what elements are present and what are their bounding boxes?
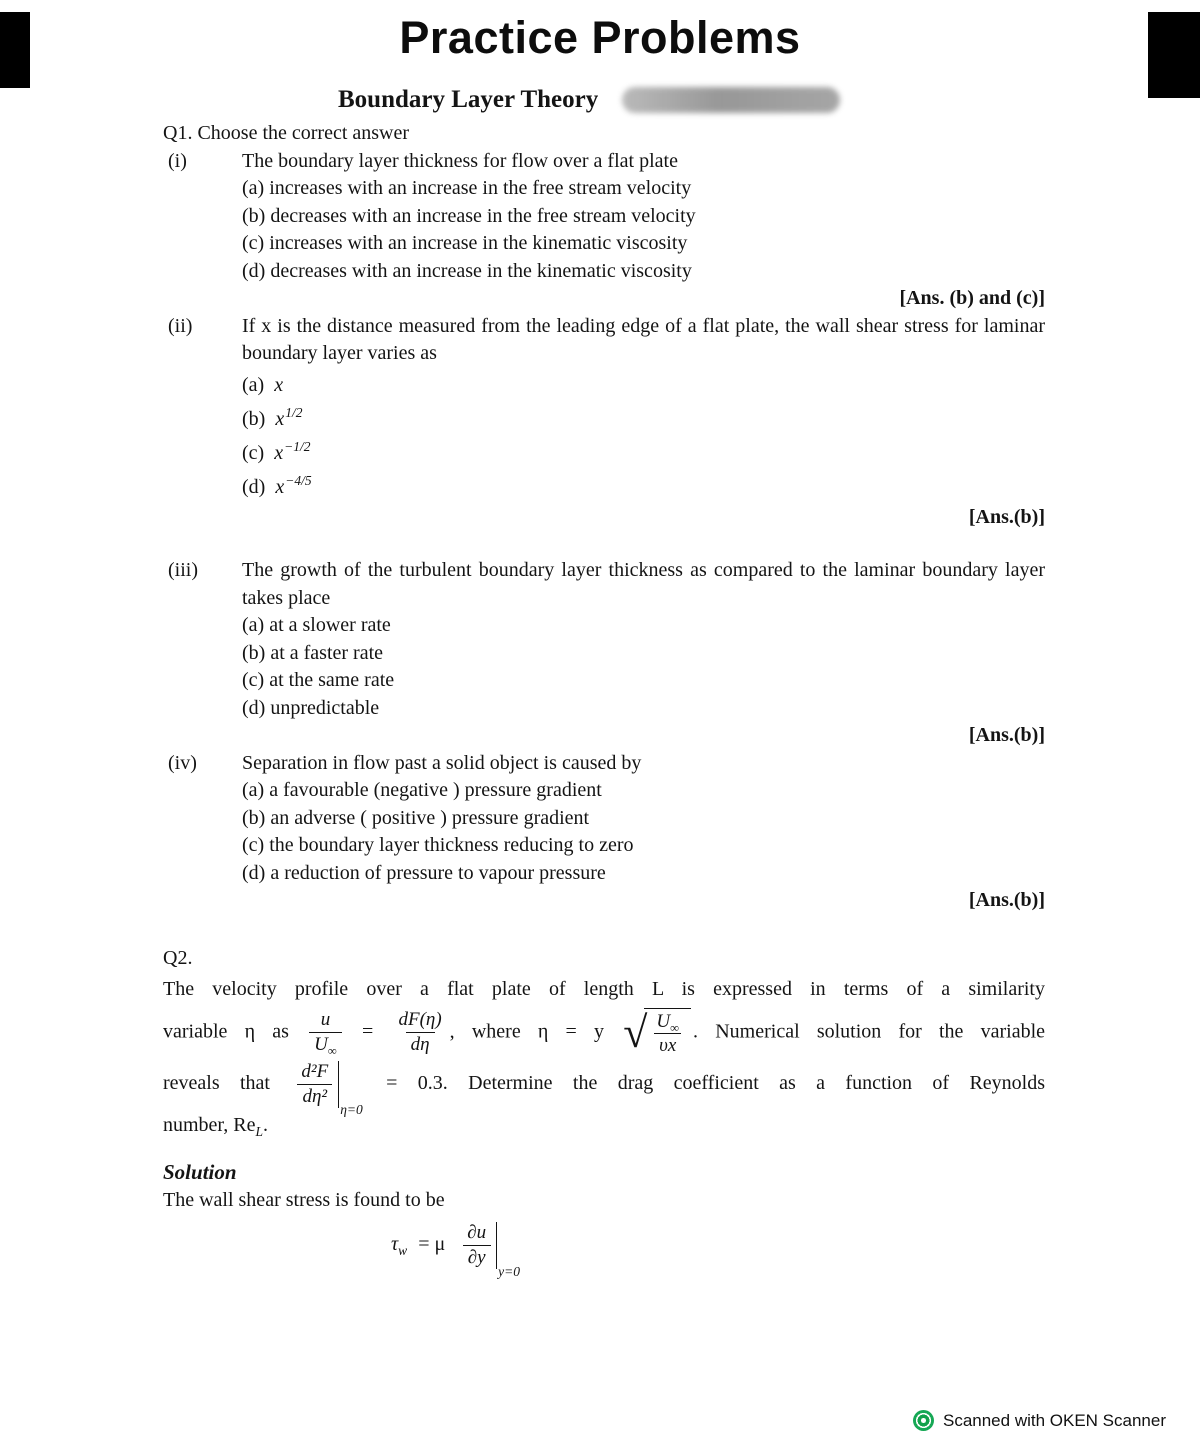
- fraction-Uinf-over-nux: [651, 1011, 684, 1058]
- evaluated-velocity-gradient: [459, 1222, 520, 1279]
- evaluation-bar: [338, 1061, 339, 1108]
- option-exponent: −4/5: [285, 472, 312, 488]
- question-number: (iv): [168, 751, 197, 774]
- q2-text: = 0.3. Determine the drag coefficient as a function of Reynolds: [386, 1072, 1046, 1095]
- option-b: (b) an adverse ( positive ) pressure gradient: [242, 806, 590, 829]
- variable-U: U: [314, 1033, 328, 1055]
- radical-icon: √: [623, 1008, 648, 1058]
- option-variable: x: [274, 441, 284, 464]
- q2-text: variable η as: [163, 1019, 289, 1042]
- question-stem: Separation in flow past a solid object is caused by: [242, 751, 642, 774]
- fraction-numerator: ∂u: [467, 1222, 487, 1244]
- scanner-watermark: [913, 1410, 1166, 1431]
- equals-mu: = μ: [418, 1233, 446, 1256]
- fraction-denominator: υx: [654, 1033, 681, 1057]
- question-number: (ii): [168, 314, 193, 337]
- question-stem: The boundary layer thickness for flow over a flat plate: [242, 149, 678, 172]
- infinity-subscript: ∞: [670, 1020, 680, 1035]
- option-c: (c) the boundary layer thickness reducing to zero: [242, 834, 634, 856]
- evaluation-bar: [496, 1222, 497, 1269]
- answer: [Ans.(b)]: [968, 724, 1045, 746]
- option-c: [242, 436, 1045, 470]
- fraction-du-over-dy: [462, 1222, 491, 1269]
- option-variable: x: [275, 407, 285, 430]
- reynolds-subscript: L: [255, 1123, 264, 1139]
- answer: [Ans.(b)]: [968, 505, 1045, 528]
- fraction-numerator: d²F: [301, 1061, 329, 1083]
- option-label: (a): [242, 373, 265, 396]
- q1-heading: Q1. Choose the correct answer: [163, 122, 410, 144]
- tau-subscript: w: [398, 1243, 408, 1259]
- q2-line1: The velocity profile over a flat plate of length L is expressed in terms of a similarity: [163, 978, 1045, 1000]
- radicand: [644, 1008, 691, 1058]
- infinity-subscript: ∞: [327, 1043, 337, 1058]
- tau-symbol: τ: [391, 1233, 399, 1256]
- document-page: [0, 12, 1200, 1430]
- evaluation-subscript: y=0: [498, 1263, 520, 1279]
- option-c: (c) at the same rate: [242, 669, 395, 691]
- fraction-d2F-over-deta2: [296, 1061, 333, 1108]
- option-a: (a) increases with an increase in the free stream velocity: [242, 177, 692, 199]
- oken-scanner-icon: [913, 1410, 934, 1431]
- fraction-dF-over-deta: [393, 1009, 446, 1056]
- evaluated-second-derivative: [293, 1061, 363, 1118]
- question-iv: [163, 750, 1045, 915]
- question-number: (iii): [168, 559, 198, 581]
- option-c: (c) increases with an increase in the kinematic viscosity: [242, 232, 688, 254]
- wall-shear-formula: [391, 1222, 1045, 1279]
- q2-text: . Numerical solution for the variable: [693, 1019, 1046, 1042]
- question-number: (i): [168, 149, 187, 172]
- q2-line4: [163, 1112, 1045, 1146]
- fraction-numerator: u: [320, 1009, 331, 1030]
- q2-text: , where η = y: [449, 1019, 605, 1042]
- variable-U: U: [656, 1010, 671, 1032]
- question-iii: [163, 557, 1045, 750]
- evaluation-subscript: η=0: [340, 1102, 363, 1118]
- option-a: (a) a favourable (negative ) pressure gradient: [242, 779, 602, 801]
- scanner-watermark-text: Scanned with OKEN Scanner: [942, 1410, 1166, 1430]
- option-label: (c): [242, 441, 265, 464]
- document-content: [163, 120, 1046, 1279]
- question-stem: The growth of the turbulent boundary layer thickness as compared to the laminar boundary layer takes place: [242, 559, 1045, 609]
- fraction-denominator: [309, 1032, 342, 1056]
- option-d: (d) a reduction of pressure to vapour pressure: [242, 861, 606, 884]
- fraction-numerator: [651, 1011, 684, 1034]
- fraction-denominator: ∂y: [463, 1245, 491, 1269]
- answer: [Ans.(b)]: [968, 889, 1045, 911]
- option-b: (b) at a faster rate: [242, 641, 384, 664]
- option-label: (d): [242, 475, 266, 498]
- option-d: (d) unpredictable: [242, 696, 380, 719]
- option-variable: x: [274, 373, 284, 396]
- option-label: (b): [242, 407, 266, 430]
- q2-text: number, Re: [163, 1113, 256, 1136]
- solution-heading: Solution: [163, 1160, 237, 1185]
- q2-text: .: [263, 1113, 269, 1136]
- question-stem: If x is the distance measured from the leading edge of a flat plate, the wall shear stress for laminar boundary layer varies as: [242, 314, 1045, 364]
- subtitle-row: [338, 86, 1200, 114]
- option-variable: x: [275, 475, 285, 498]
- document-title: Practice Problems: [399, 12, 801, 63]
- option-b: (b) decreases with an increase in the free stream velocity: [242, 204, 696, 227]
- square-root: [623, 1008, 691, 1058]
- fraction-denominator: dη: [406, 1032, 435, 1056]
- option-exponent: −1/2: [284, 438, 311, 454]
- redaction-smudge: [622, 87, 840, 113]
- section-heading: Boundary Layer Theory: [338, 86, 599, 113]
- option-b: [242, 402, 1045, 436]
- answer: [Ans. (b) and (c)]: [899, 287, 1045, 309]
- q2-line3: [163, 1061, 1046, 1118]
- scan-artifact-top-left: [0, 12, 30, 88]
- option-a: (a) at a slower rate: [242, 614, 391, 636]
- question-ii: [163, 313, 1045, 532]
- option-a: [242, 368, 1045, 402]
- solution-intro: The wall shear stress is found to be: [163, 1188, 445, 1211]
- q2-text: reveals that: [163, 1072, 270, 1095]
- q2-label: Q2.: [163, 946, 193, 969]
- question-2: [163, 945, 1046, 1279]
- fraction-denominator: dη²: [297, 1084, 332, 1108]
- fraction-numerator: dF(η): [398, 1009, 442, 1030]
- fraction-u-over-Uinf: [309, 1009, 342, 1056]
- option-d: [242, 470, 1045, 504]
- question-i: [163, 148, 1045, 313]
- equals-sign: =: [361, 1019, 374, 1042]
- option-exponent: 1/2: [285, 404, 303, 420]
- q2-line2: [163, 1008, 1045, 1058]
- option-d: (d) decreases with an increase in the kinematic viscosity: [242, 259, 692, 282]
- scan-artifact-top-right: [1148, 12, 1200, 98]
